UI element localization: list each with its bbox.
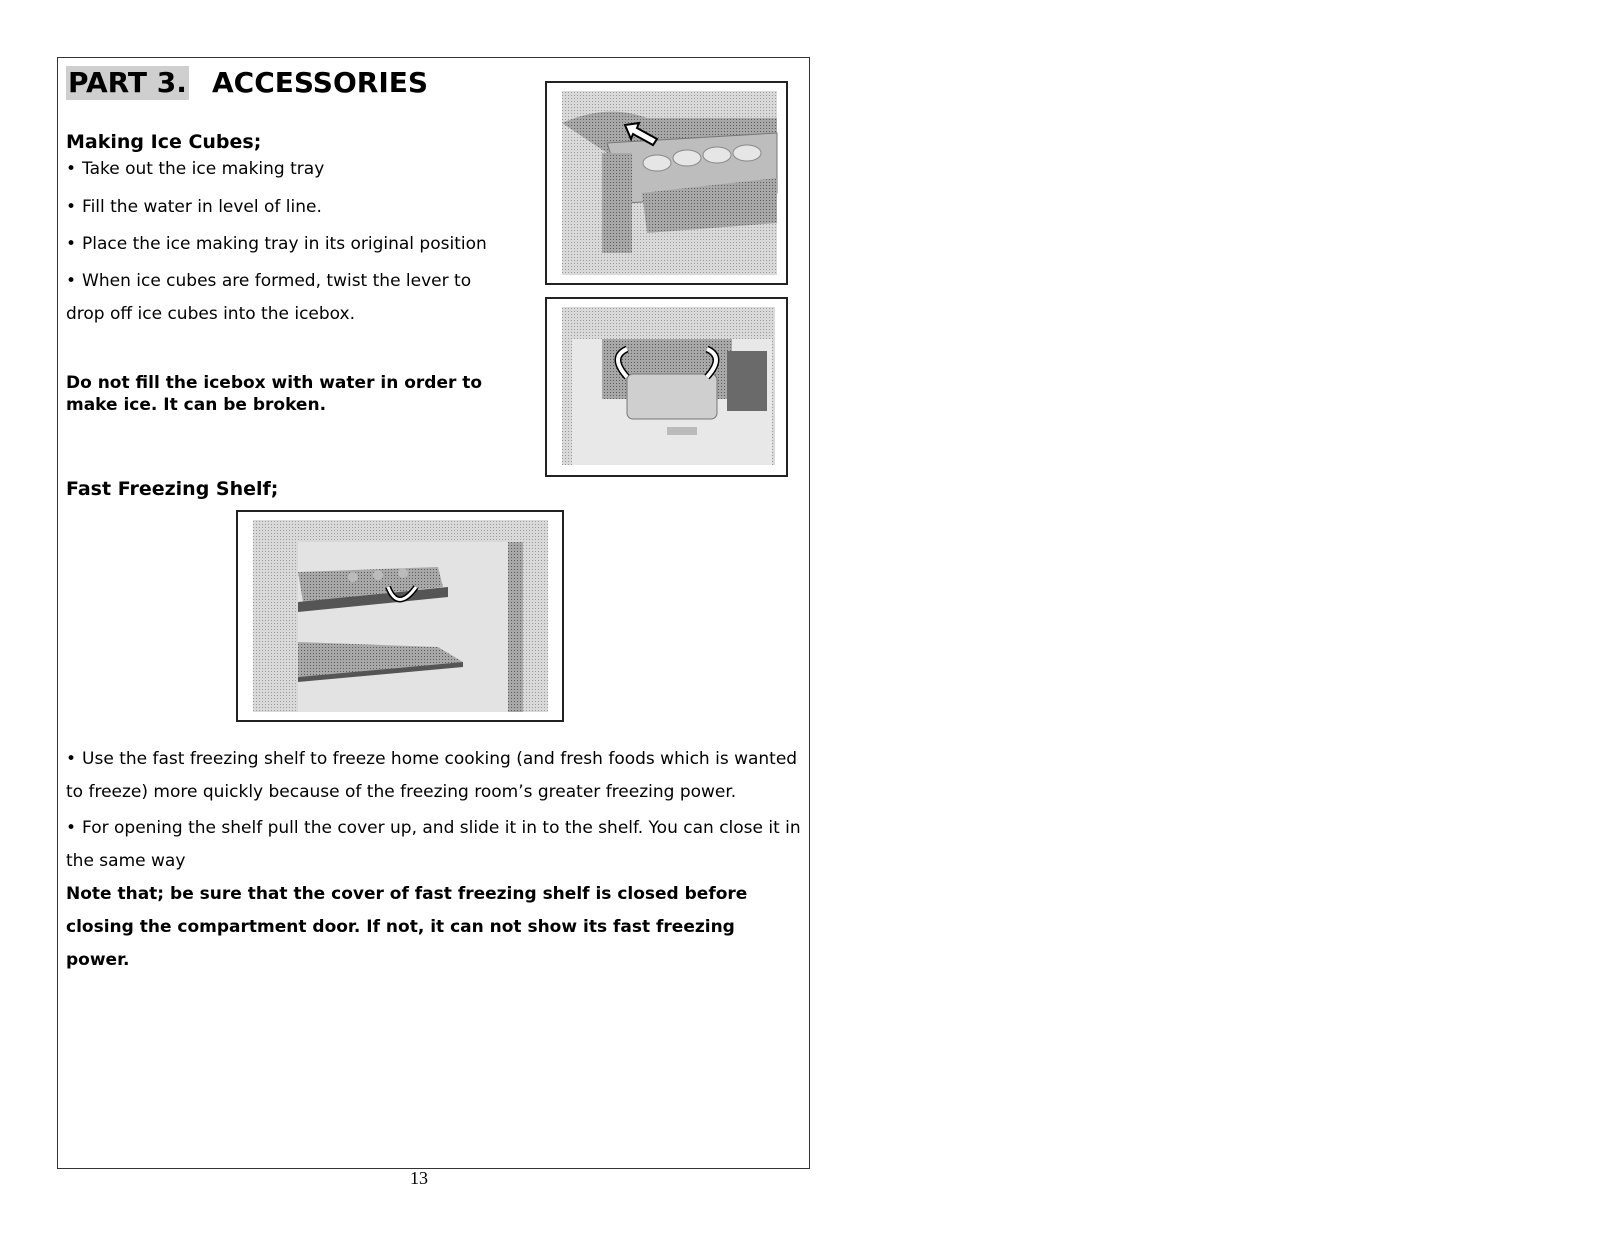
fast-freezing-shelf-illustration	[236, 510, 564, 722]
ice-tray-illustration	[545, 81, 788, 285]
ice-warning-line-1: Do not fill the icebox with water in order to	[66, 373, 483, 393]
ice-bullet-3: • Place the ice making tray in its original position	[66, 233, 487, 255]
shelf-para-1-line-2: to freeze) more quickly because of the freezing room’s greater freezing power.	[66, 782, 737, 802]
shelf-para-2-line-1: • For opening the shelf pull the cover up, and slide it in to the shelf. You can close it in	[66, 817, 801, 839]
page-number: 13	[410, 1168, 428, 1188]
shelf-note-line-3: power.	[66, 950, 130, 970]
twist-lever-illustration	[545, 297, 788, 477]
shelf-note-line-1: Note that; be sure that the cover of fast freezing shelf is closed before	[66, 884, 748, 904]
ice-bullet-4-continued: drop off ice cubes into the icebox.	[66, 304, 356, 324]
shelf-para-2-line-2: the same way	[66, 851, 186, 871]
shelf-section-heading: Fast Freezing Shelf;	[66, 478, 279, 500]
ice-bullet-4: • When ice cubes are formed, twist the lever to	[66, 270, 471, 292]
ice-bullet-1: • Take out the ice making tray	[66, 158, 324, 180]
shelf-para-1-line-1: • Use the fast freezing shelf to freeze home cooking (and fresh foods which is wanted	[66, 748, 797, 770]
part-label: PART 3.	[68, 66, 187, 99]
ice-warning-line-2: make ice. It can be broken.	[66, 395, 327, 415]
page-title: ACCESSORIES	[212, 66, 429, 99]
ice-section-heading: Making Ice Cubes;	[66, 131, 262, 153]
ice-bullet-2: • Fill the water in level of line.	[66, 196, 322, 218]
shelf-note-line-2: closing the compartment door. If not, it can not show its fast freezing	[66, 917, 735, 937]
